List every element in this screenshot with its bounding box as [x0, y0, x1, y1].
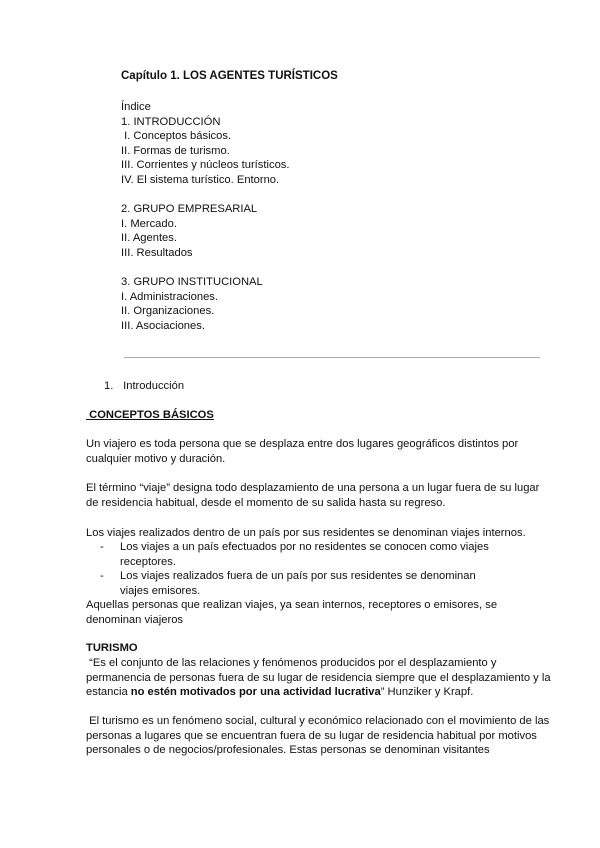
toc-item: III. Corrientes y núcleos turísticos.	[121, 159, 290, 172]
bullet-text: Los viajes realizados fuera de un país por sus residentes se denominan viajes emisores.	[120, 570, 476, 597]
toc-item: II. Organizaciones.	[121, 305, 215, 318]
bullet-marker: -	[100, 541, 104, 553]
chapter-title: Capítulo 1. LOS AGENTES TURÍSTICOS	[121, 70, 338, 82]
turismo-quote	[86, 656, 552, 700]
table-of-contents	[121, 100, 290, 334]
toc-item: I. Mercado.	[121, 217, 177, 230]
list-number: 1.	[104, 380, 114, 392]
toc-item: II. Agentes.	[121, 232, 177, 245]
toc-item: II. Formas de turismo.	[121, 144, 230, 157]
toc-section-2-heading: 2. GRUPO EMPRESARIAL	[121, 203, 258, 216]
quote-text: “Es el conjunto de las relaciones y fenómenos producidos por el desplazamiento y permanencia de personas fuera de su lugar de residencia siempre que el desplazamiento y la estancia	[86, 657, 554, 699]
turismo-heading: TURISMO	[86, 642, 138, 654]
toc-item: III. Asociaciones.	[121, 319, 205, 332]
quote-attribution: ” Hunziker y Krapf.	[380, 686, 474, 699]
toc-item: IV. El sistema turístico. Entorno.	[121, 173, 280, 186]
bullet-item	[100, 569, 500, 598]
concepts-heading: CONCEPTOS BÁSICOS	[86, 409, 214, 421]
toc-item: I. Administraciones.	[121, 290, 218, 303]
toc-header: Índice	[121, 101, 151, 113]
toc-section-3-heading: 3. GRUPO INSTITUCIONAL	[121, 276, 263, 289]
paragraph-viaje: El término “viaje” designa todo desplazamiento de una persona a un lugar fuera de su lugar de residencia habitual, desde el momento de su salida hasta su regreso.	[86, 482, 540, 509]
paragraph-turismo: El turismo es un fenómeno social, cultural y económico relacionado con el movimiento de las personas a lugares que se encuentran fuera de su lugar de residencia habitual por motivos personales o de negocios/profesionales. Estas personas se denominan visitantes	[86, 715, 553, 757]
horizontal-divider	[124, 357, 540, 358]
numbered-list-item	[104, 380, 184, 392]
quote-bold-text: no estén motivados por una actividad lucrativa	[130, 686, 381, 699]
toc-item: III. Resultados	[121, 246, 193, 259]
toc-item: I. Conceptos básicos.	[121, 130, 232, 143]
paragraph-viajes-internos: Los viajes realizados dentro de un país por sus residentes se denominan viajes internos.	[86, 527, 526, 539]
paragraph-viajero: Un viajero es toda persona que se desplaza entre dos lugares geográficos distintos por cualquier motivo y duración.	[86, 438, 519, 465]
paragraph-viajeros: Aquellas personas que realizan viajes, ya sean internos, receptores o emisores, se denominan viajeros	[86, 599, 498, 626]
bullet-marker: -	[100, 570, 104, 582]
spacer	[121, 261, 290, 276]
toc-section-1-heading: 1. INTRODUCCIÓN	[121, 115, 221, 128]
list-item-text: Introducción	[123, 380, 185, 392]
bullet-text: Los viajes a un país efectuados por no residentes se conocen como viajes receptores.	[120, 541, 489, 568]
bullet-item	[100, 540, 500, 569]
spacer	[121, 188, 290, 203]
